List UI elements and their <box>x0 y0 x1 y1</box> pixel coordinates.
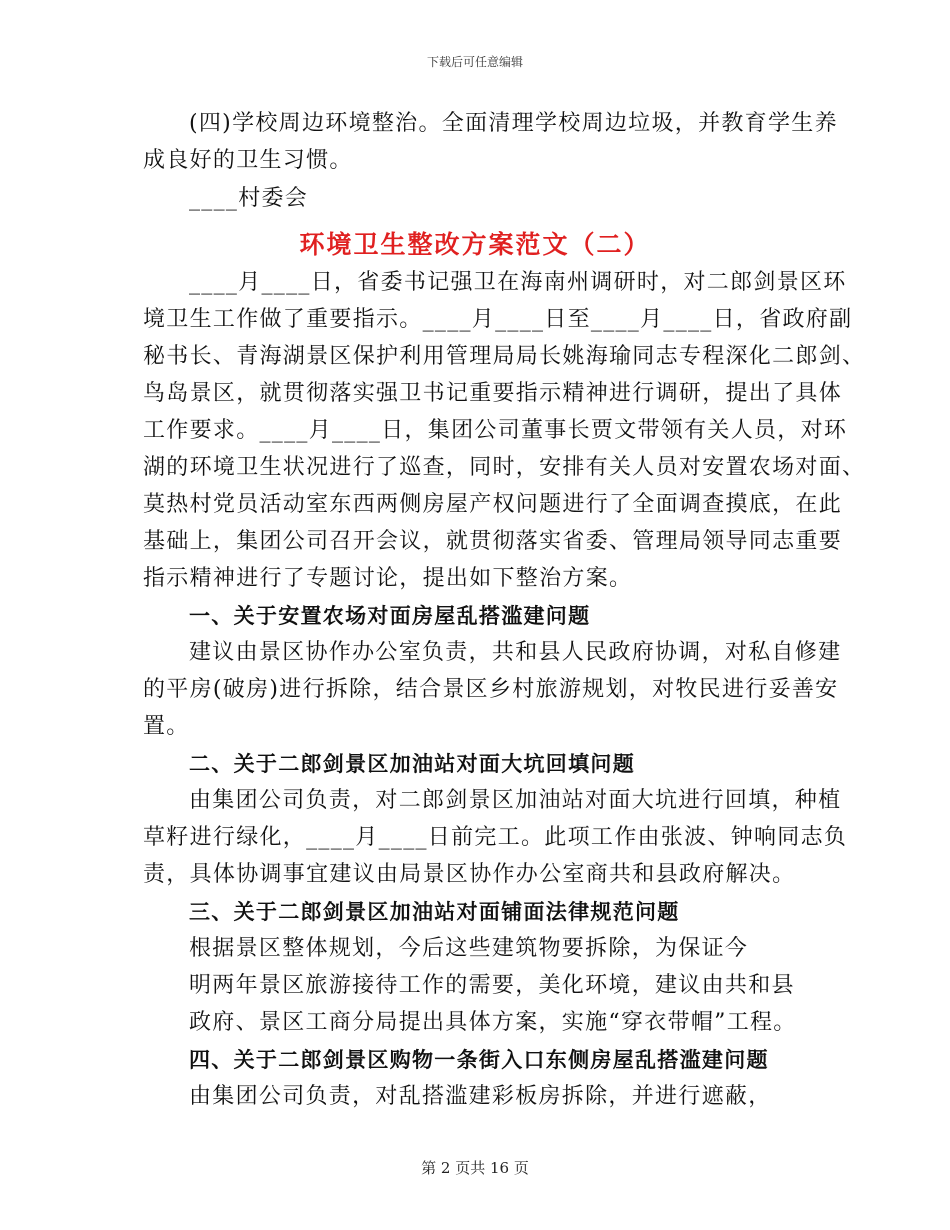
paragraph-line: 秘书长、青海湖景区保护利用管理局局长姚海瑜同志专程深化二郎剑、 <box>143 344 866 369</box>
paragraph-line: 莫热村党员活动室东西两侧房屋产权问题进行了全面调查摸底，在此 <box>143 492 843 517</box>
signature-line: ____村委会 <box>189 186 309 211</box>
paragraph-line: 建议由景区协作办公室负责，共和县人民政府协调，对私自修建 <box>189 640 842 665</box>
page-footer: 第 2 页共 16 页 <box>421 1159 529 1177</box>
paragraph-line: 明两年景区旅游接待工作的需要，美化环境，建议由共和县 <box>189 973 795 998</box>
paragraph-line: 工作要求。____月____日，集团公司董事长贾文带领有关人员，对环 <box>143 418 848 443</box>
paragraph-line: 根据景区整体规划，今后这些建筑物要拆除，为保证今 <box>189 936 749 961</box>
heading-1: 一、关于安置农场对面房屋乱搭滥建问题 <box>189 604 591 628</box>
paragraph-line: 指示精神进行了专题讨论，提出如下整治方案。 <box>143 566 633 591</box>
paragraph-line: 置。 <box>143 714 190 739</box>
paragraph-line: 鸟岛景区，就贯彻落实强卫书记重要指示精神进行调研，提出了具体 <box>143 381 843 406</box>
paragraph-line: 由集团公司负责，对二郎剑景区加油站对面大坑进行回填，种植 <box>189 788 842 813</box>
paragraph-line: 的平房(破房)进行拆除，结合景区乡村旅游规划，对牧民进行妥善安 <box>143 677 839 702</box>
paragraph-line: 草籽进行绿化，____月____日前完工。此项工作由张波、钟响同志负 <box>143 825 848 850</box>
page-header: 下载后可任意编辑 <box>426 55 523 69</box>
paragraph-line: 境卫生工作做了重要指示。____月____日至____月____日，省政府副 <box>143 307 853 332</box>
section-title: 环境卫生整改方案范文（二） <box>299 230 651 259</box>
paragraph-line: 基础上，集团公司召开会议，就贯彻落实省委、管理局领导同志重要 <box>143 529 843 554</box>
paragraph-line: 湖的环境卫生状况进行了巡查，同时，安排有关人员对安置农场对面、 <box>143 455 866 480</box>
paragraph-line: 责，具体协调事宜建议由局景区协作办公室商共和县政府解决。 <box>143 862 796 887</box>
paragraph-line: 由集团公司负责，对乱搭滥建彩板房拆除，并进行遮蔽， <box>189 1084 772 1109</box>
paragraph-line: (四)学校周边环境整治。全面清理学校周边垃圾，并教育学生养 <box>189 111 838 136</box>
heading-3: 三、关于二郎剑景区加油站对面铺面法律规范问题 <box>189 900 680 924</box>
paragraph-line: 政府、景区工商分局提出具体方案，实施“穿衣带帽”工程。 <box>189 1010 797 1035</box>
heading-4: 四、关于二郎剑景区购物一条街入口东侧房屋乱搭滥建问题 <box>189 1048 769 1072</box>
heading-2: 二、关于二郎剑景区加油站对面大坑回填问题 <box>189 752 635 776</box>
paragraph-line: 成良好的卫生习惯。 <box>143 148 353 173</box>
paragraph-line: ____月____日，省委书记强卫在海南州调研时，对二郎剑景区环 <box>189 270 847 295</box>
